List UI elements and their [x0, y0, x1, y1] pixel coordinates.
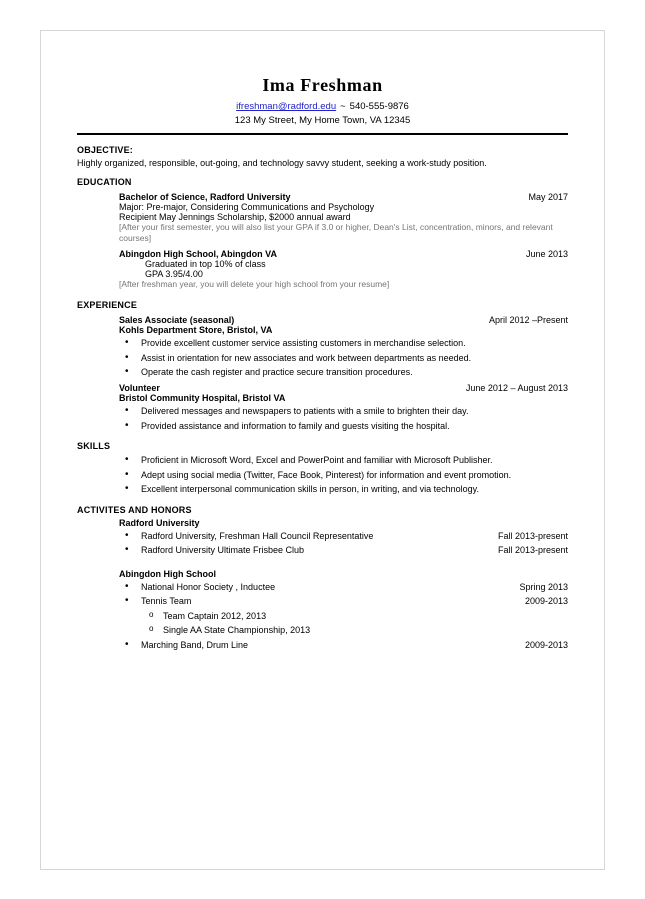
- resume-sheet: [40, 30, 605, 870]
- experience-entry-sales-associate: [119, 315, 568, 378]
- email-link[interactable]: ifreshman@radford.edu: [236, 101, 337, 112]
- skills-block: [119, 454, 568, 495]
- entry-title: Sales Associate (seasonal): [119, 314, 235, 325]
- education-entry-university: [119, 192, 568, 245]
- group-title: Radford University: [119, 517, 200, 528]
- activities-list: [119, 581, 568, 651]
- entry-line: Major: Pre-major, Considering Communications and Psychology: [119, 201, 375, 212]
- entry-title-row: [119, 192, 568, 202]
- list-item: • Provided assistance and information to family and guests visiting the hospital.: [119, 420, 568, 432]
- entry-bullet-list: [119, 337, 568, 378]
- entry-employer: Kohls Department Store, Bristol, VA: [119, 324, 273, 335]
- education-entry-highschool: [119, 249, 568, 290]
- list-item: [119, 639, 568, 651]
- entry-title: Abingdon High School, Abingdon VA: [119, 249, 277, 260]
- entry-date: April 2012 –Present: [488, 314, 568, 325]
- list-item: o Single AA State Championship, 2013: [141, 624, 568, 636]
- item-date: 2009-2013: [524, 639, 568, 650]
- group-title: Abingdon High School: [119, 568, 216, 579]
- entry-line: Recipient May Jennings Scholarship, $2000 annual award: [119, 211, 351, 222]
- entry-date: June 2012 – August 2013: [465, 383, 568, 394]
- address-text: 123 My Street, My Home Town, VA 12345: [234, 114, 411, 126]
- list-item: [119, 581, 568, 593]
- entry-line: GPA 3.95/4.00: [145, 269, 203, 280]
- contact-line: [77, 100, 568, 114]
- list-item: • Assist in orientation for new associates and work between departments as needed.: [119, 352, 568, 364]
- list-item: [119, 544, 568, 556]
- item-date: Spring 2013: [519, 581, 568, 592]
- item-label: • Radford University, Freshman Hall Council Representative: [141, 530, 374, 541]
- list-item: o Team Captain 2012, 2013: [141, 610, 568, 622]
- activities-group-highschool: [119, 569, 568, 651]
- spacer: [77, 559, 568, 568]
- list-item: • Excellent interpersonal communication skills in person, in writing, and via technology.: [119, 483, 568, 495]
- entry-title-row: [119, 249, 568, 259]
- item-label: • Tennis Team: [141, 596, 192, 607]
- section-heading-education: EDUCATION: [77, 176, 132, 187]
- contact-separator: ~: [340, 101, 346, 112]
- experience-entry-volunteer: [119, 383, 568, 432]
- section-heading-experience: EXPERIENCE: [77, 299, 138, 310]
- entry-line: Graduated in top 10% of class: [145, 259, 266, 270]
- entry-employer: Bristol Community Hospital, Bristol VA: [119, 393, 286, 404]
- entry-note: [After your first semester, you will also list your GPA if 3.0 or higher, Dean's List, concentration, minors, and relevant courses]: [119, 221, 553, 243]
- entry-date: June 2013: [525, 249, 568, 260]
- entry-title-row: [119, 315, 568, 325]
- entry-bullet-list: [119, 405, 568, 432]
- item-date: 2009-2013: [524, 596, 568, 607]
- list-item: • Provide excellent customer service assisting customers in merchandise selection.: [119, 337, 568, 349]
- list-item: • Adept using social media (Twitter, Face Book, Pinterest) for information and event promotion.: [119, 469, 568, 481]
- list-item: [119, 595, 568, 636]
- list-item: • Operate the cash register and practice secure transition procedures.: [119, 366, 568, 378]
- item-label: • National Honor Society , Inductee: [141, 581, 276, 592]
- activities-group-radford: [119, 518, 568, 557]
- entry-title: Volunteer: [119, 383, 160, 394]
- header-divider: [77, 133, 568, 135]
- section-heading-skills: SKILLS: [77, 441, 111, 452]
- objective-text: Highly organized, responsible, out-going, and technology savvy student, seeking a work-study position.: [77, 157, 487, 168]
- entry-title-row: [119, 383, 568, 393]
- entry-title: Bachelor of Science, Radford University: [119, 191, 291, 202]
- entry-date: May 2017: [528, 191, 568, 202]
- item-date: Fall 2013-present: [497, 545, 568, 556]
- item-label: • Radford University Ultimate Frisbee Club: [141, 545, 305, 556]
- activities-list: [119, 530, 568, 557]
- skills-bullet-list: [119, 454, 568, 495]
- item-date: Fall 2013-present: [497, 530, 568, 541]
- list-item: • Delivered messages and newspapers to patients with a smile to brighten their day.: [119, 405, 568, 417]
- entry-note: [After freshman year, you will delete your high school from your resume]: [119, 279, 390, 290]
- phone-text: 540-555-9876: [349, 101, 409, 112]
- list-item: [119, 530, 568, 542]
- list-item: • Proficient in Microsoft Word, Excel and PowerPoint and familiar with Microsoft Publisher.: [119, 454, 568, 466]
- section-heading-activities: ACTIVITES AND HONORS: [77, 504, 192, 515]
- page-title: Ima Freshman: [262, 75, 383, 95]
- activities-sublist: [141, 610, 568, 637]
- item-label: • Marching Band, Drum Line: [141, 639, 249, 650]
- section-heading-objective: OBJECTIVE:: [77, 144, 134, 155]
